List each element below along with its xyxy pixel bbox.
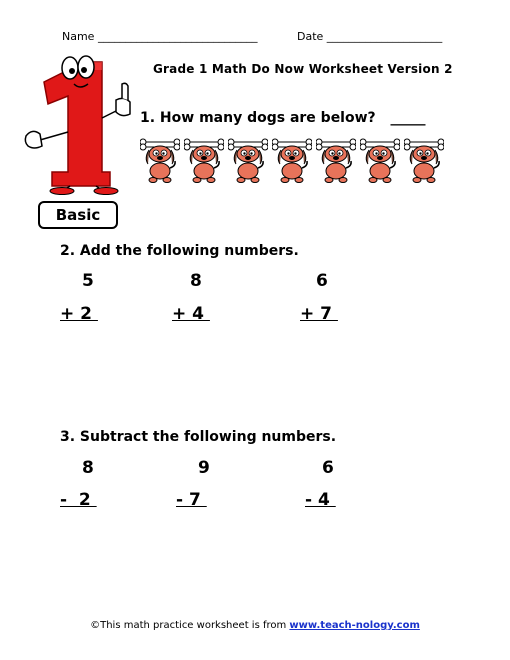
dog-icon (316, 136, 356, 184)
footer (0, 620, 510, 631)
date-field (297, 30, 442, 43)
date-label: Date (297, 30, 324, 43)
addition-problem-2-bottom: + 4 (172, 304, 210, 324)
dog-icon (140, 136, 180, 184)
subtraction-problem-2-top: 9 (198, 458, 210, 478)
name-label: Name (62, 30, 95, 43)
dog-icon (404, 136, 444, 184)
level-badge: Basic (38, 201, 118, 229)
subtraction-problem-1-top: 8 (82, 458, 94, 478)
dog-icon (272, 136, 312, 184)
addition-problem-1-bottom: + 2 (60, 304, 98, 324)
dog-icon (184, 136, 224, 184)
addition-problem-2-top: 8 (190, 271, 202, 291)
date-blank-line: _____________________ (326, 30, 443, 43)
subtraction-problem-3-bottom: - 4 (305, 490, 336, 510)
question-1 (140, 110, 426, 126)
subtraction-problem-2-bottom: - 7 (176, 490, 207, 510)
dog-icon (360, 136, 400, 184)
addition-problem-3-top: 6 (316, 271, 328, 291)
question-3-heading: 3. Subtract the following numbers. (60, 429, 337, 445)
subtraction-problem-3-top: 6 (322, 458, 334, 478)
worksheet-title: Grade 1 Math Do Now Worksheet Version 2 (153, 62, 453, 76)
dog-icon (228, 136, 268, 184)
name-blank-line: _____________________________ (97, 30, 258, 43)
question-1-text: 1. How many dogs are below? (140, 110, 376, 126)
footer-text: ©This math practice worksheet is from (90, 620, 290, 631)
number-one-mascot (22, 40, 140, 195)
question-1-answer-line: _____ (390, 110, 426, 126)
question-2-heading: 2. Add the following numbers. (60, 243, 299, 259)
addition-problem-1-top: 5 (82, 271, 94, 291)
footer-link[interactable]: www.teach-nology.com (289, 620, 420, 631)
subtraction-problem-1-bottom: - 2 (60, 490, 97, 510)
addition-problem-3-bottom: + 7 (300, 304, 338, 324)
